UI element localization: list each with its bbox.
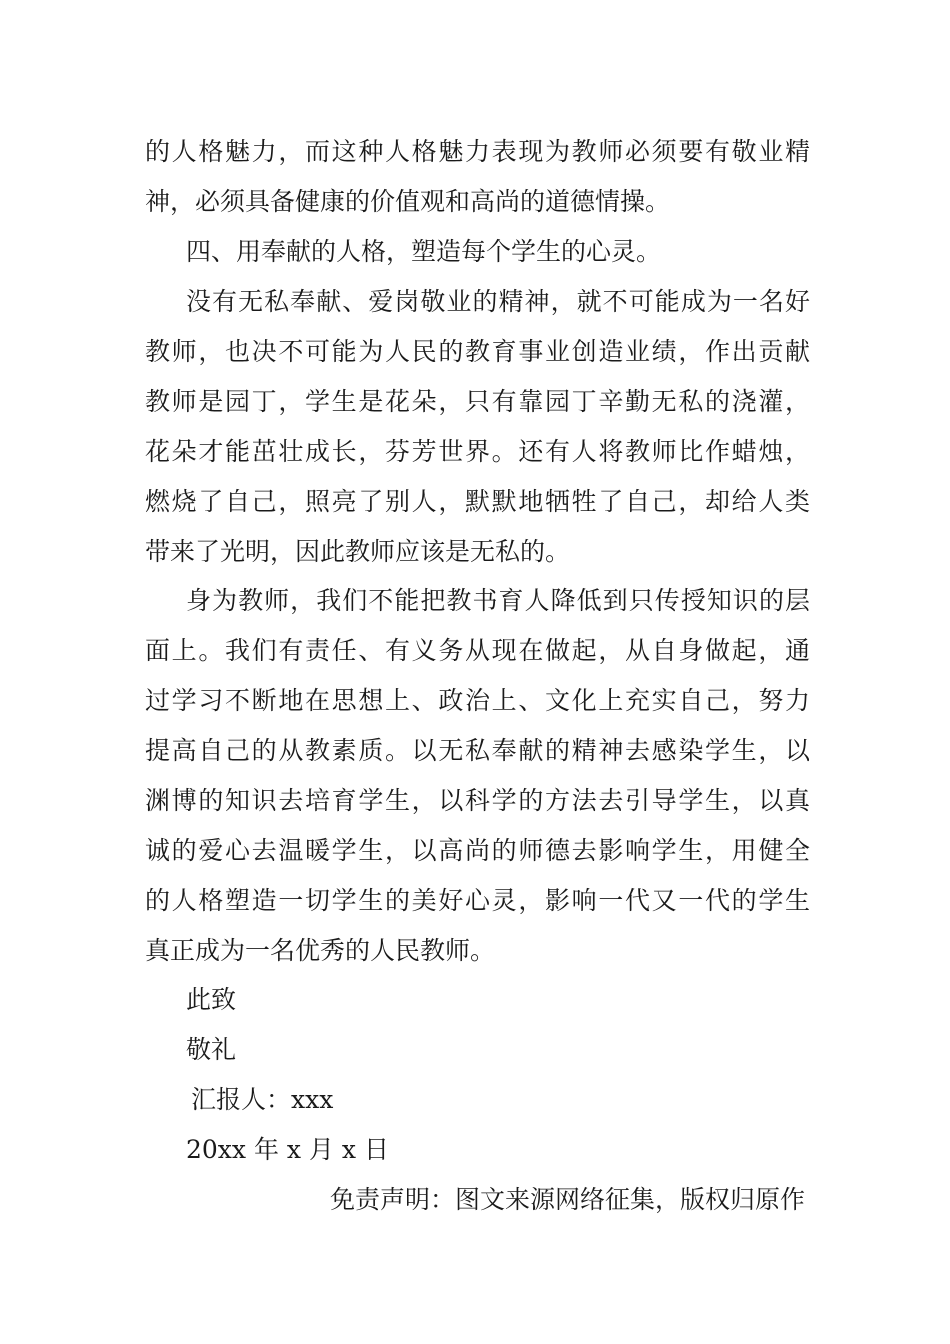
body-line-4: 没有无私奉献、爱岗敬业的精神，就不可能成为一名好: [186, 287, 810, 316]
report-date: 20xx 年 x 月 x 日: [186, 1135, 389, 1164]
section-heading: 四、用奉献的人格，塑造每个学生的心灵。: [186, 237, 662, 266]
body-line-16: 的人格塑造一切学生的美好心灵，影响一代又一代的学生: [145, 886, 810, 915]
body-line-8: 燃烧了自己，照亮了别人，默默地牺牲了自己，却给人类: [145, 487, 810, 516]
body-line-15: 诚的爱心去温暖学生，以高尚的师德去影响学生，用健全: [145, 836, 810, 865]
closing-jing-li: 敬礼: [186, 1035, 237, 1064]
disclaimer-text: 免责声明：图文来源网络征集，版权归原作: [329, 1185, 805, 1214]
body-line-12: 过学习不断地在思想上、政治上、文化上充实自己，努力: [145, 686, 810, 715]
reporter-signature: 汇报人：xxx: [191, 1085, 334, 1114]
body-line-10: 身为教师，我们不能把教书育人降低到只传授知识的层: [186, 586, 810, 615]
body-line-14: 渊博的知识去培育学生，以科学的方法去引导学生，以真: [145, 786, 810, 815]
body-line-1: 的人格魅力，而这种人格魅力表现为教师必须要有敬业精: [145, 137, 810, 166]
body-line-5: 教师，也决不可能为人民的教育事业创造业绩，作出贡献: [145, 337, 810, 366]
body-line-13: 提高自己的从教素质。以无私奉献的精神去感染学生，以: [145, 736, 810, 765]
body-line-9: 带来了光明，因此教师应该是无私的。: [145, 537, 571, 566]
body-line-17: 真正成为一名优秀的人民教师。: [145, 936, 496, 965]
body-line-6: 教师是园丁，学生是花朵，只有靠园丁辛勤无私的浇灌，: [145, 387, 810, 416]
closing-ci-zhi: 此致: [186, 985, 237, 1014]
body-line-7: 花朵才能茁壮成长，芬芳世界。还有人将教师比作蜡烛，: [145, 437, 810, 466]
body-line-11: 面上。我们有责任、有义务从现在做起，从自身做起，通: [145, 636, 810, 665]
body-line-2: 神，必须具备健康的价值观和高尚的道德情操。: [145, 187, 671, 216]
